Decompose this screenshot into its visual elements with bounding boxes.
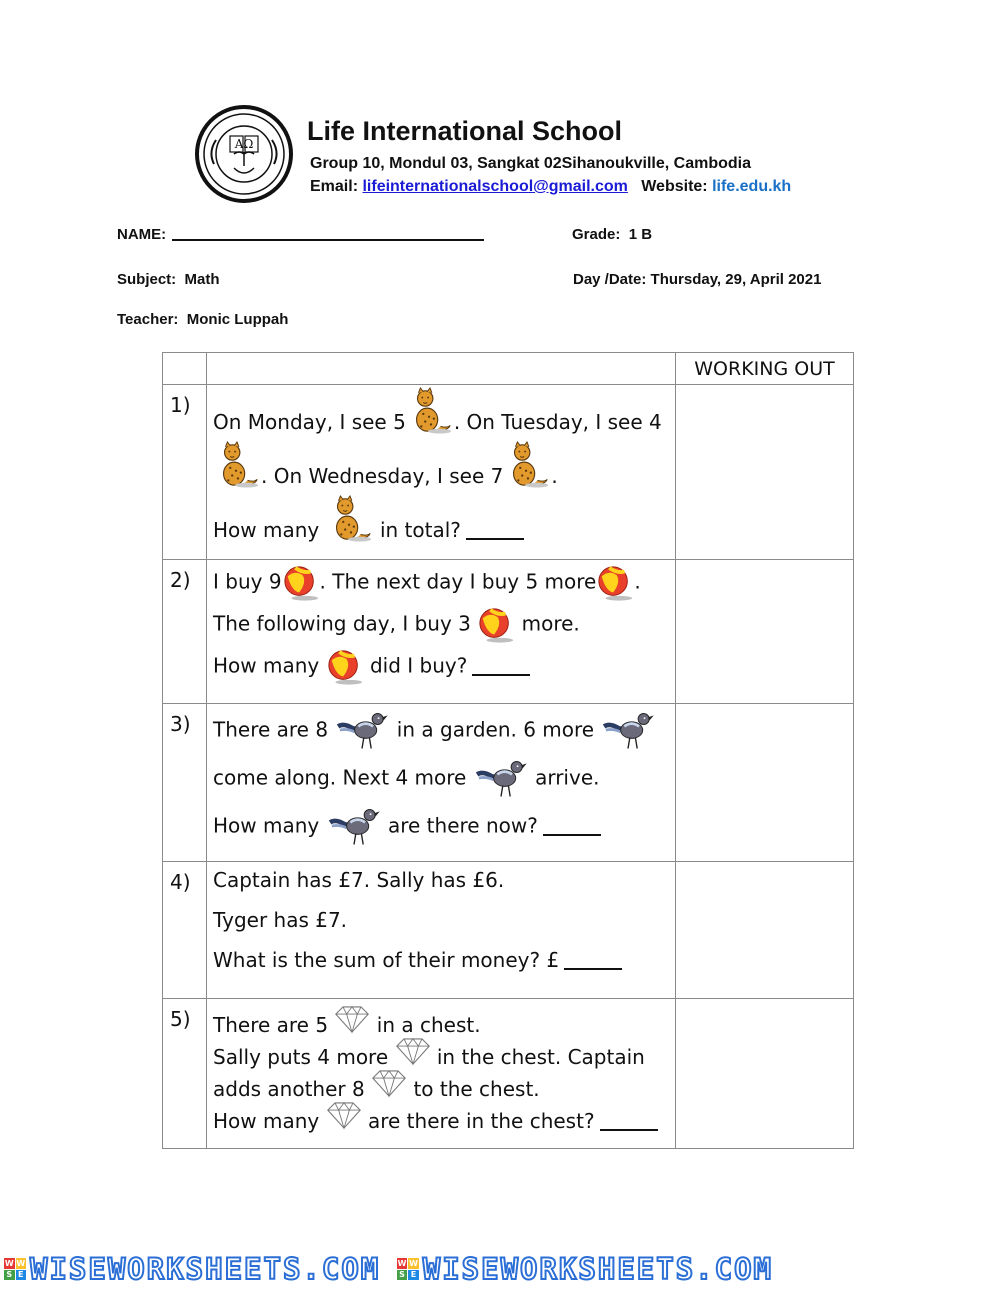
q2-text: .	[634, 569, 641, 594]
q3-text: are there now?	[387, 813, 538, 838]
answer-blank[interactable]	[472, 674, 530, 676]
diamond-icon	[334, 1005, 370, 1034]
ball-icon	[477, 606, 515, 644]
question-text	[207, 704, 676, 862]
cheetah-icon	[213, 441, 261, 489]
date-label: Day /Date:	[573, 271, 647, 288]
question-number: 2)	[163, 560, 207, 704]
name-blank[interactable]	[172, 239, 484, 241]
q1-text: On Monday, I see 5	[213, 410, 406, 434]
school-name: Life International School	[307, 116, 623, 146]
brand-text: WISEWORKSHEETS.COM	[30, 1252, 381, 1286]
q2-text: How many	[213, 653, 320, 678]
q2-text: The following day, I buy 3	[213, 611, 471, 636]
q5-text: in the chest. Captain	[436, 1045, 645, 1069]
answer-blank[interactable]	[600, 1129, 658, 1131]
q1-text: How many	[213, 518, 320, 542]
working-out-cell[interactable]	[676, 704, 854, 862]
svg-text:AΩ: AΩ	[234, 137, 254, 151]
question-row-1	[163, 385, 854, 560]
subject-label: Subject:	[117, 271, 177, 288]
q1-text: .	[551, 464, 558, 488]
question-row-2	[163, 560, 854, 704]
teacher-label: Teacher:	[117, 311, 179, 328]
header-question-cell	[207, 353, 676, 385]
q2-text: I buy 9	[213, 569, 282, 594]
working-out-cell[interactable]	[676, 862, 854, 999]
teacher-field	[117, 311, 288, 328]
brand-badge-icon: W W S E	[397, 1258, 418, 1280]
question-number: 1)	[163, 385, 207, 560]
q3-text: arrive.	[535, 765, 600, 790]
ball-icon	[326, 648, 364, 686]
question-row-4	[163, 862, 854, 999]
q2-text: did I buy?	[369, 653, 468, 678]
q1-text: . On Tuesday, I see 4	[453, 410, 662, 434]
header-number-cell	[163, 353, 207, 385]
question-text	[207, 862, 676, 999]
q3-text: How many	[213, 813, 320, 838]
q5-text: to the chest.	[413, 1077, 540, 1101]
answer-blank[interactable]	[466, 538, 524, 540]
working-out-cell[interactable]	[676, 385, 854, 560]
question-text	[207, 999, 676, 1149]
brand-badge-icon: W W S E	[4, 1258, 26, 1280]
question-row-5	[163, 999, 854, 1149]
ball-icon	[596, 564, 634, 602]
school-logo	[194, 104, 294, 204]
q5-text: Sally puts 4 more	[213, 1045, 389, 1069]
subject-value: Math	[184, 271, 220, 288]
brand-logo	[397, 1252, 773, 1286]
q3-text: come along. Next 4 more	[213, 765, 467, 790]
q5-text: adds another 8	[213, 1077, 365, 1101]
working-out-cell[interactable]	[676, 999, 854, 1149]
cheetah-icon	[406, 387, 454, 435]
question-text	[207, 560, 676, 704]
cheetah-icon	[326, 495, 374, 543]
q2-text: more.	[521, 611, 580, 636]
answer-blank[interactable]	[543, 834, 601, 836]
q5-text: There are 5	[213, 1013, 329, 1037]
q4-line-3: What is the sum of their money? £	[213, 948, 560, 972]
diamond-icon	[326, 1101, 362, 1130]
name-field	[117, 226, 484, 243]
date-field	[573, 271, 821, 288]
bird-icon	[334, 708, 390, 754]
q4-line-1: Captain has £7. Sally has £6.	[213, 868, 505, 892]
q3-text: There are 8	[213, 717, 329, 742]
question-number: 3)	[163, 704, 207, 862]
question-text	[207, 385, 676, 560]
grade-value: 1 B	[628, 226, 653, 243]
grade-label: Grade:	[572, 226, 621, 243]
grade-field	[572, 226, 652, 243]
q1-text: in total?	[379, 518, 461, 542]
website-label: Website:	[641, 178, 708, 195]
header-working-out: WORKING OUT	[676, 353, 854, 385]
q5-text: How many	[213, 1109, 320, 1133]
q5-text: in a chest.	[376, 1013, 481, 1037]
teacher-value: Monic Luppah	[186, 311, 289, 328]
subject-field	[117, 271, 220, 288]
q5-text: are there in the chest?	[367, 1109, 595, 1133]
website-link[interactable]: life.edu.kh	[712, 178, 792, 195]
cheetah-icon	[503, 441, 551, 489]
name-label: NAME:	[117, 226, 167, 243]
bird-icon	[326, 804, 382, 850]
bird-icon	[473, 756, 529, 802]
working-out-cell[interactable]	[676, 560, 854, 704]
email-label: Email:	[310, 178, 359, 195]
date-value: Thursday, 29, April 2021	[650, 271, 822, 288]
school-contact	[310, 178, 791, 196]
q2-text: . The next day I buy 5 more	[319, 569, 597, 594]
bird-icon	[600, 708, 656, 754]
q1-text: . On Wednesday, I see 7	[261, 464, 504, 488]
worksheet-table	[162, 352, 854, 1149]
school-address: Group 10, Mondul 03, Sangkat 02Sihanoukville, Cambodia	[310, 155, 751, 172]
q3-text: in a garden. 6 more	[396, 717, 595, 742]
question-number: 4)	[163, 862, 207, 999]
question-row-3	[163, 704, 854, 862]
diamond-icon	[371, 1069, 407, 1098]
footer-watermark	[0, 1252, 1000, 1292]
ball-icon	[282, 564, 320, 602]
question-number: 5)	[163, 999, 207, 1149]
q4-line-2: Tyger has £7.	[213, 908, 348, 932]
brand-logo	[4, 1252, 380, 1286]
email-link[interactable]: lifeinternationalschool@gmail.com	[362, 178, 628, 195]
brand-text: WISEWORKSHEETS.COM	[422, 1252, 774, 1286]
answer-blank[interactable]	[564, 968, 622, 970]
diamond-icon	[395, 1037, 431, 1066]
